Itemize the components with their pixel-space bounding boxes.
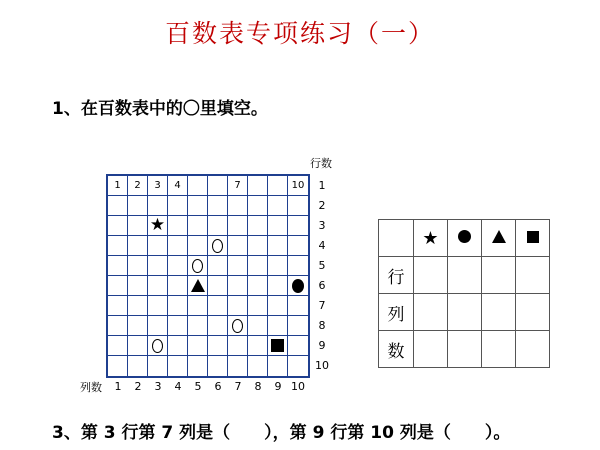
grid-cell [268, 176, 288, 196]
answer-cell[interactable] [448, 257, 482, 294]
square-filled-icon [271, 339, 284, 352]
grid-cell [208, 356, 228, 376]
grid-cell-number: 4 [168, 176, 188, 196]
grid-cell-number: 2 [128, 176, 148, 196]
grid-cell [188, 196, 208, 216]
row-number: 4 [318, 239, 326, 252]
grid-cell [268, 196, 288, 216]
row-axis-label: 行数 [310, 157, 332, 170]
grid-cell [148, 236, 168, 256]
answer-cell[interactable] [516, 257, 550, 294]
answer-cell[interactable] [414, 257, 448, 294]
grid-cell [248, 236, 268, 256]
grid-cell [128, 296, 148, 316]
grid-cell [128, 236, 148, 256]
grid-cell-oval[interactable] [148, 336, 168, 356]
grid-cell [228, 196, 248, 216]
row-number: 2 [318, 199, 326, 212]
grid-cell [228, 276, 248, 296]
grid-cell [148, 276, 168, 296]
grid-cell [268, 296, 288, 316]
grid-cell [268, 256, 288, 276]
grid-cell [128, 196, 148, 216]
answer-cell[interactable] [516, 294, 550, 331]
grid-cell [108, 316, 128, 336]
grid-cell [148, 356, 168, 376]
answer-cell[interactable] [482, 257, 516, 294]
star-icon: ★ [149, 215, 166, 235]
answer-row-label: 列 [379, 294, 414, 331]
answer-row-lie [379, 294, 550, 331]
answer-cell[interactable] [448, 331, 482, 368]
grid-cell [288, 236, 308, 256]
grid-cell [108, 276, 128, 296]
grid-cell [268, 316, 288, 336]
grid-cell [108, 256, 128, 276]
grid-cell [168, 356, 188, 376]
grid-cell [148, 256, 168, 276]
triangle-icon [492, 230, 506, 243]
answer-table [378, 219, 550, 368]
grid-cell [168, 276, 188, 296]
page-title: 百数表专项练习（一） [164, 19, 435, 48]
triangle-icon [191, 279, 205, 292]
grid-cell [108, 236, 128, 256]
star-icon: ★ [422, 227, 439, 249]
grid-cell [228, 356, 248, 376]
grid-cell [208, 176, 228, 196]
answer-header-triangle [482, 220, 516, 257]
grid-cell [128, 336, 148, 356]
col-number: 6 [214, 380, 222, 393]
grid-cell [208, 256, 228, 276]
grid-cell [208, 216, 228, 236]
grid-cell [248, 316, 268, 336]
grid-cell [228, 296, 248, 316]
grid-cell-number: 1 [108, 176, 128, 196]
col-number: 3 [154, 380, 162, 393]
answer-header-star [414, 220, 448, 257]
grid-cell [208, 276, 228, 296]
grid-cell [248, 196, 268, 216]
grid-cell [268, 276, 288, 296]
grid-cell [248, 356, 268, 376]
oval-blank-icon [212, 239, 223, 253]
oval-blank-icon [192, 259, 203, 273]
grid-cell [248, 216, 268, 236]
answer-row-shu [379, 331, 550, 368]
grid-cell [188, 356, 208, 376]
grid-cell-triangle [188, 276, 208, 296]
col-number: 8 [254, 380, 262, 393]
col-axis-label: 列数 [80, 381, 102, 394]
grid-cell [248, 336, 268, 356]
grid-cell [188, 216, 208, 236]
row-number: 8 [318, 319, 326, 332]
row-number: 7 [318, 299, 326, 312]
answer-cell[interactable] [482, 294, 516, 331]
grid-cell [248, 296, 268, 316]
grid-cell-star [148, 216, 168, 236]
grid-cell [248, 276, 268, 296]
grid-cell [188, 316, 208, 336]
answer-table-header-row [379, 220, 550, 257]
row-number: 5 [318, 259, 326, 272]
grid-cell [168, 236, 188, 256]
grid-cell [128, 316, 148, 336]
question-3: 3、第 3 行第 7 列是（ ），第 9 行第 10 列是（ ）。 [52, 423, 511, 443]
grid-cell [288, 356, 308, 376]
grid-cell [128, 356, 148, 376]
row-number: 10 [315, 359, 329, 372]
answer-cell[interactable] [516, 331, 550, 368]
grid-cell [248, 256, 268, 276]
grid-cell [288, 336, 308, 356]
grid-cell [148, 316, 168, 336]
grid-cell-oval[interactable] [188, 256, 208, 276]
grid-cell-oval[interactable] [228, 316, 248, 336]
grid-cell [108, 296, 128, 316]
answer-header-square [516, 220, 550, 257]
circle-filled-icon [292, 279, 304, 293]
grid-cell [148, 296, 168, 316]
grid-cell [108, 196, 128, 216]
grid-cell-square [268, 336, 288, 356]
answer-cell[interactable] [448, 294, 482, 331]
question-1: 1、在百数表中的〇里填空。 [52, 99, 268, 119]
oval-blank-icon [152, 339, 163, 353]
grid-cell [208, 336, 228, 356]
grid-cell-number: 7 [228, 176, 248, 196]
grid-cell [168, 256, 188, 276]
col-number: 9 [274, 380, 282, 393]
oval-blank-icon [232, 319, 243, 333]
answer-row-hang [379, 257, 550, 294]
col-number: 10 [291, 380, 305, 393]
grid-cell [168, 216, 188, 236]
col-number: 2 [134, 380, 142, 393]
grid-cell [148, 196, 168, 216]
grid-cell [128, 276, 148, 296]
grid-cell [288, 196, 308, 216]
grid-cell [188, 296, 208, 316]
row-number: 3 [318, 219, 326, 232]
col-number: 1 [114, 380, 122, 393]
grid-cell [168, 196, 188, 216]
grid-cell [228, 256, 248, 276]
grid-cell [288, 216, 308, 236]
grid-cell [168, 296, 188, 316]
grid-cell [188, 176, 208, 196]
grid-cell [188, 236, 208, 256]
grid-cell-dot [288, 276, 308, 296]
answer-table-corner [379, 220, 414, 257]
grid-cell [268, 216, 288, 236]
square-filled-icon [527, 231, 539, 243]
row-number: 9 [318, 339, 326, 352]
grid-cell-number: 3 [148, 176, 168, 196]
grid-cell [128, 256, 148, 276]
row-number: 6 [318, 279, 326, 292]
grid-cell [248, 176, 268, 196]
grid-cell [108, 356, 128, 376]
grid-cell [228, 336, 248, 356]
grid-cell [288, 316, 308, 336]
col-number: 7 [234, 380, 242, 393]
grid-cell [268, 236, 288, 256]
grid-cell [268, 356, 288, 376]
grid-cell [128, 216, 148, 236]
grid-cell [208, 196, 228, 216]
answer-header-dot [448, 220, 482, 257]
answer-row-label: 行 [379, 257, 414, 294]
answer-cell[interactable] [414, 331, 448, 368]
grid-cell [288, 296, 308, 316]
grid-cell [208, 296, 228, 316]
grid-cell-number: 10 [288, 176, 308, 196]
answer-cell[interactable] [482, 331, 516, 368]
hundred-chart-grid [106, 174, 310, 378]
grid-cell [108, 336, 128, 356]
grid-cell [228, 236, 248, 256]
circle-filled-icon [458, 230, 471, 243]
grid-cell [168, 336, 188, 356]
grid-cell [168, 316, 188, 336]
grid-cell [108, 216, 128, 236]
row-number: 1 [318, 179, 326, 192]
grid-cell [288, 256, 308, 276]
col-number: 5 [194, 380, 202, 393]
grid-cell-oval[interactable] [208, 236, 228, 256]
grid-cell [208, 316, 228, 336]
grid-cell [188, 336, 208, 356]
answer-row-label: 数 [379, 331, 414, 368]
col-number: 4 [174, 380, 182, 393]
grid-cell [228, 216, 248, 236]
answer-cell[interactable] [414, 294, 448, 331]
